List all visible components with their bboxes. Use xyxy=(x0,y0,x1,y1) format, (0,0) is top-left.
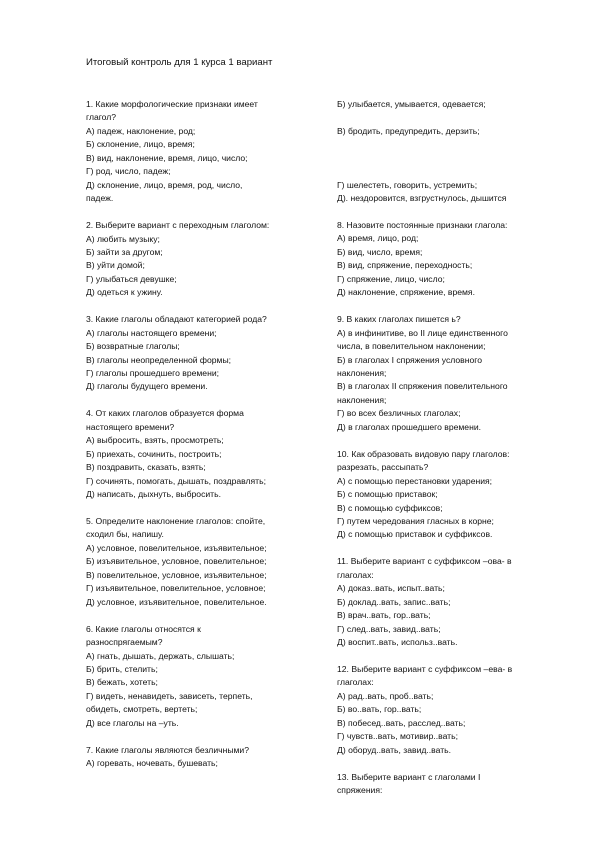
question-7-option: Д). нездоровится, взгрустнулось, дышится xyxy=(337,193,507,204)
question-1-option: В) вид, наклонение, время, лицо, число; xyxy=(86,152,248,163)
question-3-option: Б) возвратные глаголы; xyxy=(86,341,180,352)
question-13 xyxy=(337,771,557,798)
question-8-line: 8. Назовите постоянные признаки глагола: xyxy=(337,220,508,231)
question-9-option: наклонения; xyxy=(337,367,387,378)
question-6-option: обидеть, смотреть, вертеть; xyxy=(86,704,198,715)
question-1-line: 1. Какие морфологические признаки имеет xyxy=(86,99,258,109)
question-7-option: Г) шелестеть, говорить, устремить; xyxy=(337,179,478,190)
question-5-line: 5. Определите наклонение глаголов: спойте, xyxy=(86,515,266,526)
question-11-option: В) врач..вать, гор..вать; xyxy=(337,610,431,621)
question-12-line: глаголах: xyxy=(337,677,374,688)
question-12-option: В) побесед..вать, расслед..вать; xyxy=(337,717,466,728)
question-10 xyxy=(337,448,557,542)
question-2-option: В) уйти домой; xyxy=(86,260,145,271)
question-9-option: Б) в глаголах I спряжения условного xyxy=(337,354,482,365)
question-2-option: Б) зайти за другом; xyxy=(86,246,163,257)
question-5-option: Г) изъявительное, повелительное, условное; xyxy=(86,583,266,594)
question-10-option: Д) с помощью приставок и суффиксов. xyxy=(337,529,493,540)
question-11 xyxy=(337,555,557,649)
question-5 xyxy=(86,515,318,609)
question-3-option: А) глаголы настоящего времени; xyxy=(86,327,217,338)
question-7-continued xyxy=(337,179,557,206)
question-7 xyxy=(86,744,318,771)
question-4-option: Б) приехать, сочинить, построить; xyxy=(86,448,222,459)
question-6-option: А) гнать, дышать, держать, слышать; xyxy=(86,650,235,661)
question-7-continued xyxy=(337,125,557,138)
question-9-option: В) в глаголах II спряжения повелительного xyxy=(337,381,508,392)
question-8-option: Г) спряжение, лицо, число; xyxy=(337,273,445,284)
question-11-option: А) доказ..вать, испыт..вать; xyxy=(337,583,445,594)
question-2 xyxy=(86,219,318,300)
question-10-option: В) с помощью суффиксов; xyxy=(337,502,443,513)
question-9 xyxy=(337,313,557,434)
question-9-option: числа, в повелительном наклонении; xyxy=(337,341,486,352)
question-6-option: В) бежать, хотеть; xyxy=(86,677,158,688)
question-1-option: Б) склонение, лицо, время; xyxy=(86,139,195,150)
question-12-option: А) рад..вать, проб..вать; xyxy=(337,690,434,701)
question-11-option: Д) воспит..вать, использ..вать. xyxy=(337,637,458,648)
question-7-continued xyxy=(337,98,557,111)
question-5-option: Д) условное, изъявительное, повелительное. xyxy=(86,596,267,607)
question-1-option: А) падеж, наклонение, род; xyxy=(86,125,196,136)
question-12-option: Б) во..вать, гор..вать; xyxy=(337,704,422,715)
question-11-line: 11. Выберите вариант с суффиксом –ова- в xyxy=(337,556,512,567)
question-9-option: Г) во всех безличных глаголах; xyxy=(337,408,461,419)
question-12-line: 12. Выберите вариант с суффиксом –ева- в xyxy=(337,663,513,674)
question-11-option: Г) след..вать, завид..вать; xyxy=(337,623,441,634)
question-7-option: В) бродить, предупредить, дерзить; xyxy=(337,125,480,136)
question-2-option: Г) улыбаться девушке; xyxy=(86,273,177,284)
question-4-option: Г) сочинять, помогать, дышать, поздравлять; xyxy=(86,475,266,486)
question-6-option: Д) все глаголы на –уть. xyxy=(86,717,179,728)
question-12 xyxy=(337,663,557,757)
question-3 xyxy=(86,313,318,394)
question-2-option: А) любить музыку; xyxy=(86,233,160,244)
question-10-option: А) с помощью перестановки ударения; xyxy=(337,475,493,486)
question-8-option: В) вид, спряжение, переходность; xyxy=(337,260,473,271)
question-3-line: 3. Какие глаголы обладают категорией рода? xyxy=(86,314,267,325)
question-4-option: А) выбросить, взять, просмотреть; xyxy=(86,435,224,446)
question-6-line: разноспрягаемым? xyxy=(86,637,163,648)
question-6-option: Г) видеть, ненавидеть, зависеть, терпеть, xyxy=(86,690,253,701)
question-5-option: Б) изъявительное, условное, повелительное; xyxy=(86,556,267,567)
question-11-option: Б) доклад..вать, запис..вать; xyxy=(337,596,451,607)
question-1-option: падеж. xyxy=(86,193,114,204)
question-9-line: 9. В каких глаголах пишется ь? xyxy=(337,314,461,325)
question-4-line: настоящего времени? xyxy=(86,421,175,432)
question-13-line: спряжения: xyxy=(337,784,383,795)
question-6-line: 6. Какие глаголы относятся к xyxy=(86,623,201,634)
question-12-option: Г) чувств..вать, мотивир..вать; xyxy=(337,731,458,742)
left-column xyxy=(86,98,318,784)
right-column xyxy=(337,98,557,811)
question-1 xyxy=(86,98,318,206)
question-12-option: Д) оборуд..вать, завид..вать. xyxy=(337,744,452,755)
question-4-option: В) поздравить, сказать, взять; xyxy=(86,462,206,473)
question-1-option: Д) склонение, лицо, время, род, число, xyxy=(86,179,243,190)
question-6-option: Б) брить, стелить; xyxy=(86,663,158,674)
question-7-option: А) горевать, ночевать, бушевать; xyxy=(86,758,218,769)
question-3-option: В) глаголы неопределенной формы; xyxy=(86,354,232,365)
question-8-option: Д) наклонение, спряжение, время. xyxy=(337,287,475,298)
question-4 xyxy=(86,407,318,501)
question-10-option: Б) с помощью приставок; xyxy=(337,489,438,500)
question-6 xyxy=(86,623,318,731)
question-10-line: разрезать, рассыпать? xyxy=(337,462,429,473)
question-13-line: 13. Выберите вариант с глаголами I xyxy=(337,771,481,782)
question-10-option: Г) путем чередования гласных в корне; xyxy=(337,515,494,526)
question-11-line: глаголах: xyxy=(337,569,374,580)
question-4-option: Д) написать, дыхнуть, выбросить. xyxy=(86,489,221,500)
question-2-option: Д) одеться к ужину. xyxy=(86,287,163,298)
question-5-line: сходил бы, напишу. xyxy=(86,529,164,540)
question-7-option: Б) улыбается, умывается, одевается; xyxy=(337,99,486,109)
question-1-line: глагол? xyxy=(86,112,117,123)
blank-space xyxy=(337,152,557,179)
question-3-option: Г) глаголы прошедшего времени; xyxy=(86,368,220,379)
question-9-option: наклонения; xyxy=(337,394,387,405)
document-title: Итоговый контроль для 1 курса 1 вариант xyxy=(86,57,273,68)
question-9-option: Д) в глаголах прошедшего времени. xyxy=(337,421,482,432)
question-8 xyxy=(337,219,557,300)
question-1-option: Г) род, число, падеж; xyxy=(86,166,171,177)
question-8-option: Б) вид, число, время; xyxy=(337,246,423,257)
question-10-line: 10. Как образовать видовую пару глаголов: xyxy=(337,448,510,459)
question-5-option: А) условное, повелительное, изъявительное; xyxy=(86,542,267,553)
question-7-line: 7. Какие глаголы являются безличными? xyxy=(86,744,250,755)
question-9-option: А) в инфинитиве, во II лице единственного xyxy=(337,327,508,338)
question-2-line: 2. Выберите вариант с переходным глаголом: xyxy=(86,220,270,231)
question-3-option: Д) глаголы будущего времени. xyxy=(86,381,208,392)
question-4-line: 4. От каких глаголов образуется форма xyxy=(86,408,244,419)
question-5-option: В) повелительное, условное, изъявительное; xyxy=(86,569,267,580)
question-8-option: А) время, лицо, род; xyxy=(337,233,419,244)
